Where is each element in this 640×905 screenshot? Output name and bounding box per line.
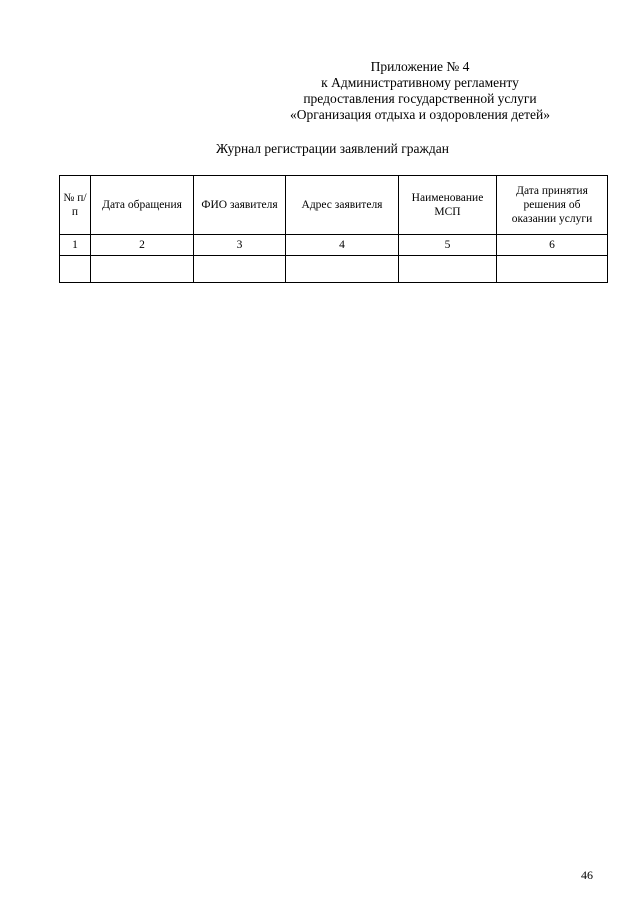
table-cell	[91, 256, 194, 283]
registration-table	[59, 175, 608, 283]
column-number: 2	[91, 235, 194, 256]
column-number-row	[60, 235, 608, 256]
header-number: № п/п	[60, 176, 91, 235]
table-cell	[497, 256, 608, 283]
header-request-date: Дата обращения	[91, 176, 194, 235]
appendix-line-2: к Административному регламенту	[321, 75, 519, 90]
appendix-line-1: Приложение № 4	[370, 59, 470, 74]
column-number: 1	[60, 235, 91, 256]
header-applicant-address: Адрес заявителя	[286, 176, 399, 235]
column-number: 4	[286, 235, 399, 256]
header-decision-date: Дата принятия решения об оказании услуги	[497, 176, 608, 235]
table-cell	[60, 256, 91, 283]
appendix-line-4: «Организация отдыха и оздоровления детей»	[289, 107, 550, 122]
table-cell	[399, 256, 497, 283]
table-cell	[286, 256, 399, 283]
table-cell	[194, 256, 286, 283]
column-number: 6	[497, 235, 608, 256]
appendix-line-3: предоставления государственной услуги	[303, 91, 537, 106]
journal-title: Журнал регистрации заявлений граждан	[216, 141, 449, 156]
header-applicant-name: ФИО заявителя	[194, 176, 286, 235]
column-number: 3	[194, 235, 286, 256]
page-number: 46	[581, 868, 593, 882]
table-row	[60, 256, 608, 283]
table-header-row	[60, 176, 608, 235]
header-msp-name: Наименование МСП	[399, 176, 497, 235]
column-number: 5	[399, 235, 497, 256]
appendix-block	[240, 59, 600, 123]
